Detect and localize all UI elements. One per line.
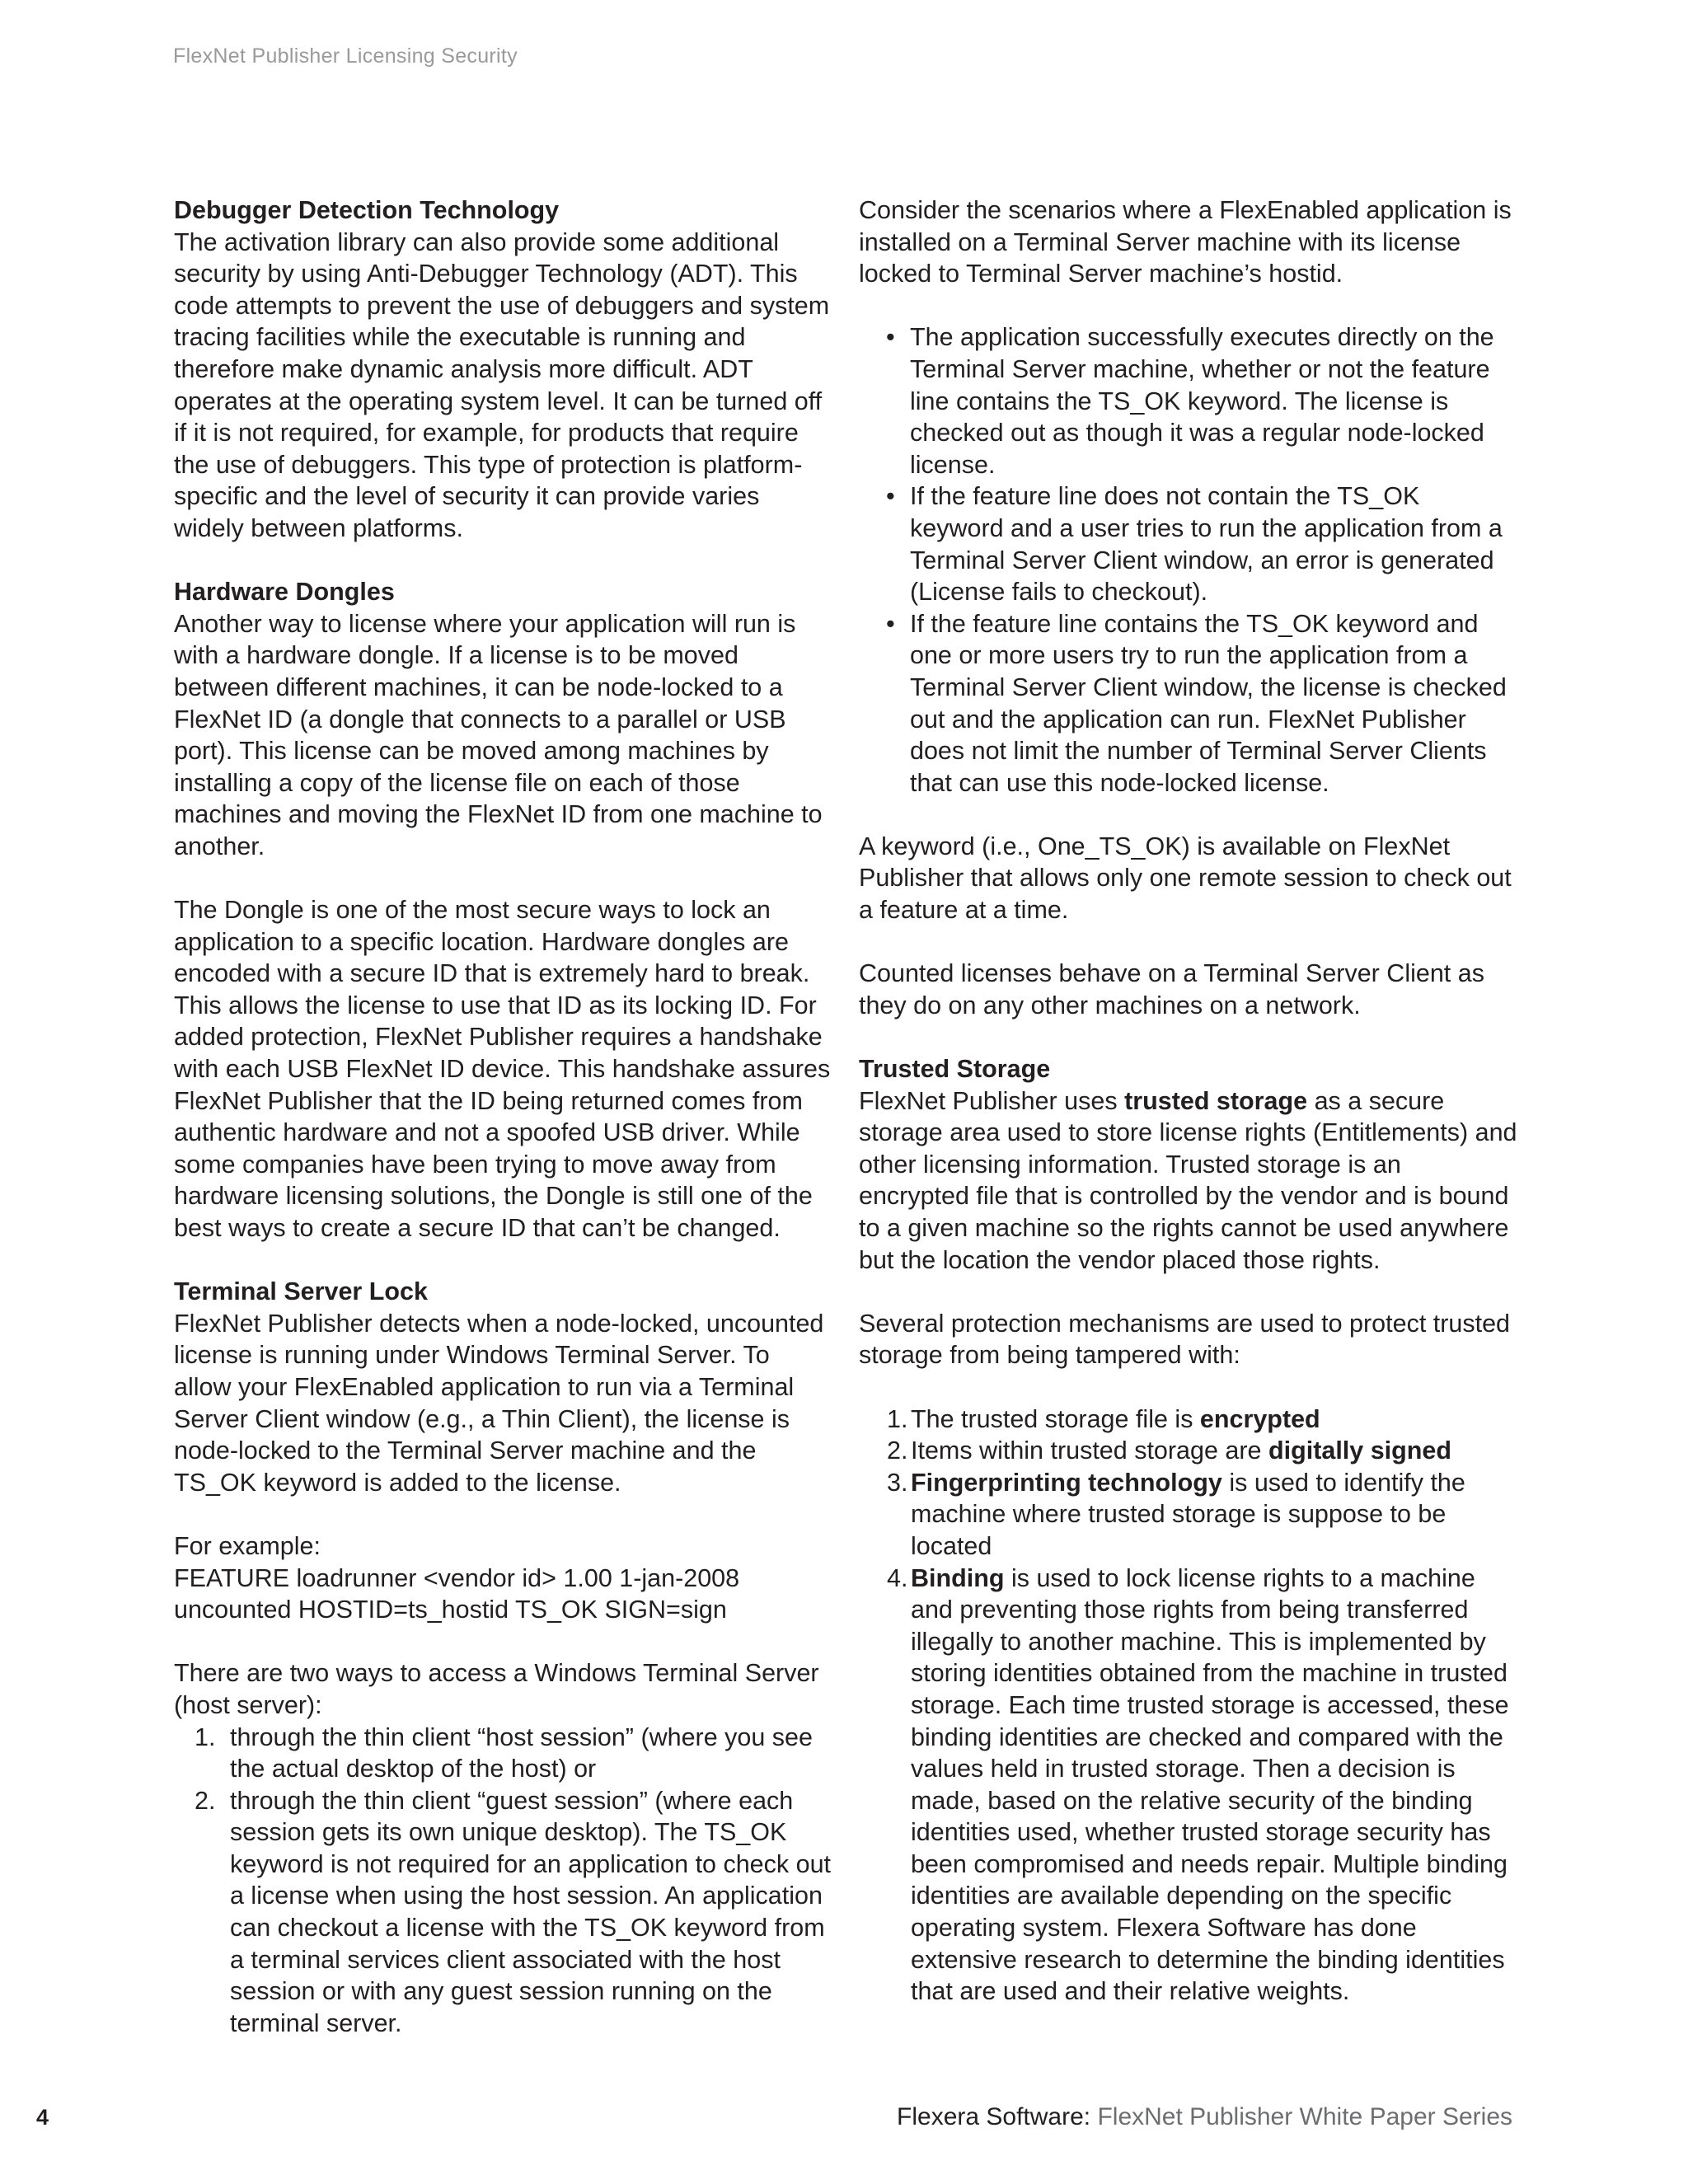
item-post: is used to identify the machine where trusted storage is suppose to be located bbox=[911, 1468, 1465, 1560]
trusted-body-pre: FlexNet Publisher uses bbox=[859, 1086, 1125, 1115]
footer-series-title bbox=[897, 2103, 1512, 2131]
scenario-bullet-list bbox=[859, 321, 1518, 799]
list-item bbox=[859, 1404, 1518, 1436]
list-item bbox=[859, 480, 1518, 607]
heading-terminal-server-lock: Terminal Server Lock bbox=[174, 1277, 428, 1306]
section-trusted-storage bbox=[859, 1053, 1518, 1276]
item-pre: Items within trusted storage are bbox=[911, 1436, 1268, 1465]
item-pre: The trusted storage file is bbox=[911, 1404, 1200, 1433]
list-item bbox=[859, 608, 1518, 799]
list-marker: 2. bbox=[887, 1436, 908, 1465]
list-item bbox=[174, 1722, 833, 1785]
list-item bbox=[174, 1785, 833, 2040]
mechanisms-list bbox=[859, 1404, 1518, 2008]
section-terminal-server bbox=[174, 1276, 833, 1498]
scenarios-intro: Consider the scenarios where a FlexEnabled application is installed on a Terminal Server machine with its license locked to Terminal Server machine’s hostid. bbox=[859, 196, 1512, 288]
trusted-body-bold: trusted storage bbox=[1124, 1086, 1308, 1115]
footer-company: Flexera Software: bbox=[897, 2103, 1091, 2130]
list-marker: 4. bbox=[887, 1563, 908, 1592]
access-ways-intro: There are two ways to access a Windows Terminal Server (host server): bbox=[174, 1659, 819, 1719]
mechanisms-intro: Several protection mechanisms are used to protect trusted storage from being tampered with: bbox=[859, 1309, 1511, 1370]
list-item-text: If the feature line does not contain the TS_OK keyword and a user tries to run the application from a Terminal Server Client window, an error is generated (License fails to checkout). bbox=[910, 482, 1503, 607]
list-item bbox=[859, 1467, 1518, 1563]
list-item-text: through the thin client “guest session” (where each session gets its own unique desktop). The TS_OK keyword is not required for an application to check out a license when using the host session. An application can checkout a license with the TS_OK keyword from a terminal services client associated with the host session or with any guest session running on the terminal server. bbox=[230, 1786, 832, 2037]
item-bold: encrypted bbox=[1199, 1404, 1320, 1433]
bullet-marker: • bbox=[886, 482, 895, 511]
footer-series: FlexNet Publisher White Paper Series bbox=[1090, 2103, 1512, 2130]
list-marker: 2. bbox=[195, 1786, 216, 1815]
feature-example bbox=[174, 1530, 833, 1626]
counted-licenses-paragraph: Counted licenses behave on a Terminal Server Client as they do on any other machines on a network. bbox=[859, 959, 1484, 1019]
example-line-1: FEATURE loadrunner <vendor id> 1.00 1-jan-2008 bbox=[174, 1563, 740, 1592]
right-column bbox=[859, 194, 1518, 2039]
list-item-text: If the feature line contains the TS_OK keyword and one or more users try to run the application from a Terminal Server Client window, the license is checked out and the application can run. FlexNet Publisher does not limit the number of Terminal Server Clients that can use this node-locked license. bbox=[910, 609, 1507, 797]
heading-hardware-dongles: Hardware Dongles bbox=[174, 578, 395, 607]
section-adt bbox=[174, 194, 833, 545]
bullet-marker: • bbox=[886, 609, 895, 638]
access-ways-list bbox=[174, 1722, 833, 2040]
adt-body: The activation library can also provide some additional security by using Anti-Debugger Technology (ADT). This code attempts to prevent the use of debuggers and system tracing facilities while the executable is running and therefore make dynamic analysis more difficult. ADT operates at the operating system level. It can be turned off if it is not required, for example, for products that require the use of debuggers. This type of protection is platform-specific and the level of security it can provide varies widely between platforms. bbox=[174, 227, 830, 542]
dongles-body-1: Another way to license where your application will run is with a hardware dongle. If a license is to be moved between different machines, it can be node-locked to a FlexNet ID (a dongle that connects to a parallel or USB port). This license can be moved among machines by installing a copy of the license file on each of those machines and moving the FlexNet ID from one machine to another. bbox=[174, 609, 823, 860]
list-item-text: The application successfully executes directly on the Terminal Server machine, whether or not the feature line contains the TS_OK keyword. The license is checked out as though it was a regular node-locked license. bbox=[910, 323, 1494, 479]
list-item-text: through the thin client “host session” (where you see the actual desktop of the host) or bbox=[230, 1722, 813, 1783]
item-post: is used to lock license rights to a machine and preventing those rights from being transferred illegally to another machine. This is implemented by storing identities obtained from the machine in trusted storage. Each time trusted storage is accessed, these binding identities are checked and compared with the values held in trusted storage. Then a decision is made, based on the relative security of the binding identities used, whether trusted storage security has been compromised and needs repair. Multiple binding identities are available depending on the specific operating system. Flexera Software has done extensive research to determine the binding identities that are used and their relative weights. bbox=[911, 1563, 1509, 2006]
item-bold: digitally signed bbox=[1268, 1436, 1451, 1465]
list-marker: 3. bbox=[887, 1468, 908, 1497]
list-item bbox=[859, 1563, 1518, 2008]
section-dongles bbox=[174, 576, 833, 862]
trusted-body-post: as a secure storage area used to store license rights (Entitlements) and other licensing information. Trusted storage is an encrypted file that is controlled by the vendor and is bound to a given machine so the rights cannot be used anywhere but the location the vendor placed those rights. bbox=[859, 1086, 1517, 1274]
item-bold: Fingerprinting technology bbox=[911, 1468, 1222, 1497]
running-header: FlexNet Publisher Licensing Security bbox=[173, 45, 518, 68]
bullet-marker: • bbox=[886, 323, 895, 352]
left-column bbox=[174, 194, 833, 2071]
example-label: For example: bbox=[174, 1531, 321, 1560]
terminal-body-1: FlexNet Publisher detects when a node-locked, uncounted license is running under Windows Terminal Server. To allow your FlexEnabled application to run via a Terminal Server Client window (e.g., a Thin Client), the license is node-locked to the Terminal Server machine and the TS_OK keyword is added to the license. bbox=[174, 1309, 824, 1497]
dongles-body-2: The Dongle is one of the most secure ways to lock an application to a specific location. Hardware dongles are encoded with a secure ID that is extremely hard to break. This allows the license to use that ID as its locking ID. For added protection, FlexNet Publisher requires a handshake with each USB FlexNet ID device. This handshake assures FlexNet Publisher that the ID being returned comes from authentic hardware and not a spoofed USB driver. While some companies have been trying to move away from hardware licensing solutions, the Dongle is still one of the best ways to create a secure ID that can’t be changed. bbox=[174, 896, 831, 1242]
list-item bbox=[859, 1435, 1518, 1467]
item-bold: Binding bbox=[911, 1563, 1005, 1592]
one-ts-ok-paragraph: A keyword (i.e., One_TS_OK) is available on FlexNet Publisher that allows only one remote session to check out a feature at a time. bbox=[859, 832, 1512, 925]
list-marker: 1. bbox=[887, 1404, 908, 1433]
page-number: 4 bbox=[36, 2105, 49, 2130]
example-line-2: uncounted HOSTID=ts_hostid TS_OK SIGN=sign bbox=[174, 1596, 727, 1624]
heading-debugger-detection: Debugger Detection Technology bbox=[174, 196, 560, 224]
list-marker: 1. bbox=[195, 1722, 216, 1751]
heading-trusted-storage: Trusted Storage bbox=[859, 1055, 1051, 1084]
list-item bbox=[859, 321, 1518, 480]
